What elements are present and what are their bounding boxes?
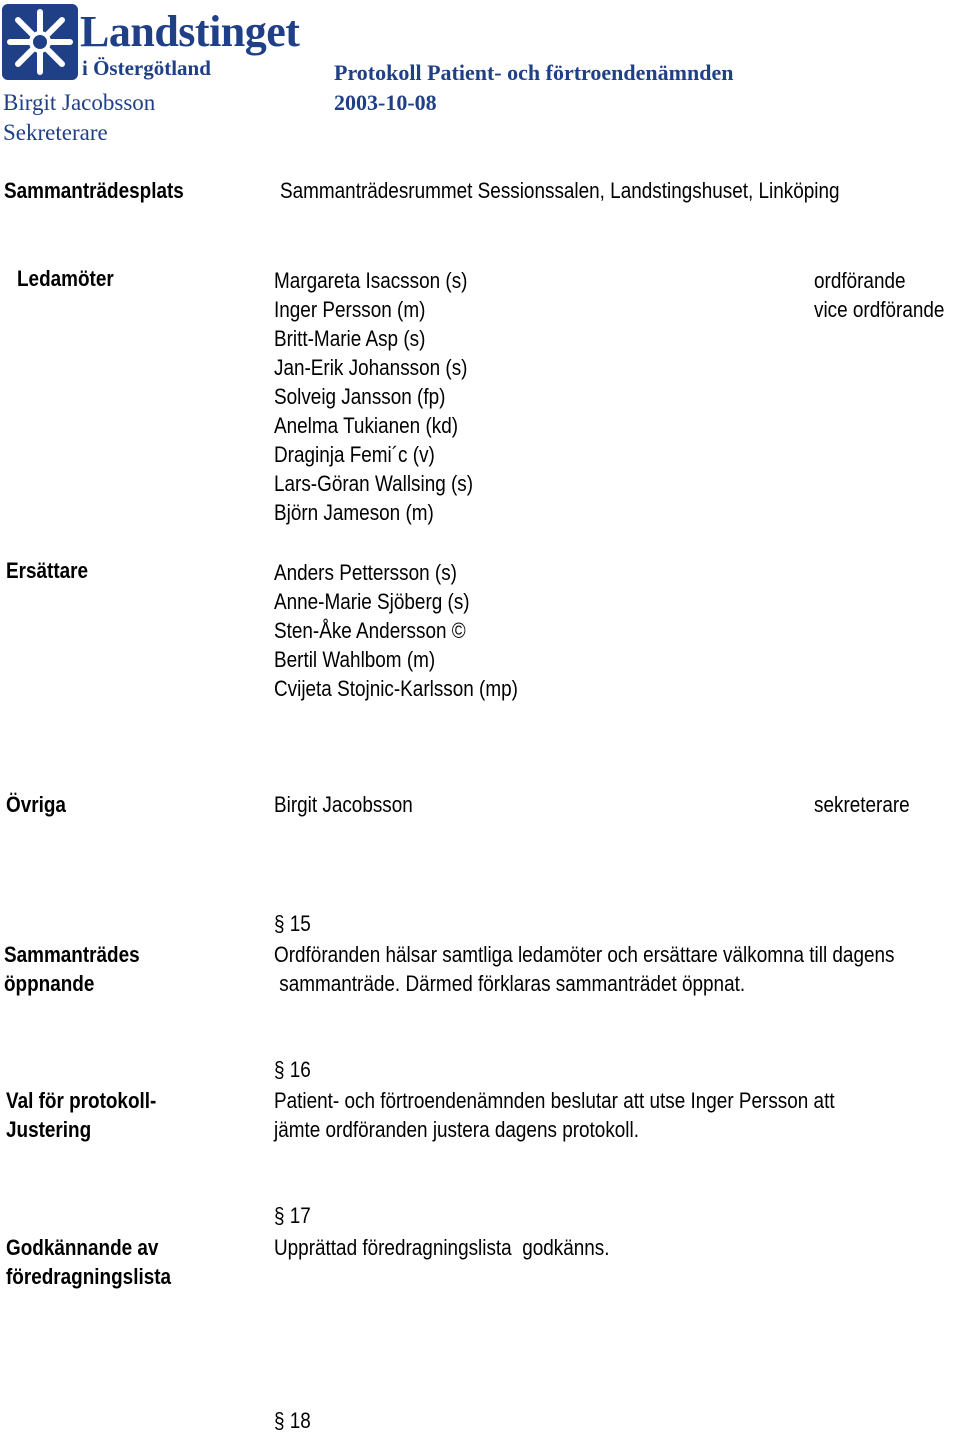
section-text <box>274 1233 664 1262</box>
substitute-name: Anne-Marie Sjöberg (s) <box>274 589 470 614</box>
snowflake-emblem-icon <box>2 4 78 80</box>
member-name: Margareta Isacsson (s) <box>274 268 468 293</box>
substitute-name: Sten-Åke Andersson © <box>274 618 466 643</box>
member-roles <box>814 266 960 324</box>
member-name: Lars-Göran Wallsing (s) <box>274 471 474 496</box>
section-label-line: Justering <box>6 1117 92 1142</box>
section-number: § 17 <box>274 1203 311 1228</box>
section-text-line: Ordföranden hälsar samtliga ledamöter och ersättare välkomna till dagens <box>274 942 895 967</box>
member-name: Anelma Tukianen (kd) <box>274 413 459 438</box>
author-role: Sekreterare <box>3 120 108 145</box>
members-list <box>274 266 505 527</box>
others-label: Övriga <box>6 792 66 817</box>
member-name: Draginja Femi´c (v) <box>274 442 435 467</box>
member-role: ordförande <box>814 268 906 293</box>
section-label-line: föredragningslista <box>6 1264 172 1289</box>
logo-wordmark: Landstinget <box>80 7 300 56</box>
section-text <box>274 940 960 998</box>
member-name: Björn Jameson (m) <box>274 500 434 525</box>
section-number: § 15 <box>274 911 311 936</box>
author-name: Birgit Jacobsson <box>3 90 156 115</box>
members-label: Ledamöter <box>17 266 114 291</box>
section-text-line: Patient- och förtroendenämnden beslutar att utse Inger Persson att <box>274 1088 835 1113</box>
venue-value: Sammanträdesrummet Sessionssalen, Landstingshuset, Linköping <box>280 178 840 203</box>
landstinget-logo <box>0 0 330 88</box>
section-text-line: sammanträde. Därmed förklaras sammanträdet öppnat. <box>274 971 746 996</box>
section-text <box>274 1086 926 1144</box>
section-text-line: Upprättad föredragningslista godkänns. <box>274 1235 610 1260</box>
venue-label: Sammanträdesplats <box>4 178 184 203</box>
section-number: § 16 <box>274 1057 311 1082</box>
section-label <box>6 1086 181 1144</box>
section-label <box>4 940 162 998</box>
member-name: Solveig Jansson (fp) <box>274 384 446 409</box>
others-role: sekreterare <box>814 792 910 817</box>
member-name: Britt-Marie Asp (s) <box>274 326 426 351</box>
section-label-line: öppnande <box>4 971 95 996</box>
substitutes-list <box>274 558 558 703</box>
substitute-name: Cvijeta Stojnic-Karlsson (mp) <box>274 676 518 701</box>
section-label-line: Sammanträdes <box>4 942 140 967</box>
document-title: Protokoll Patient- och förtroendenämnden <box>334 60 734 85</box>
member-role: vice ordförande <box>814 297 945 322</box>
member-name: Inger Persson (m) <box>274 297 426 322</box>
substitutes-label: Ersättare <box>6 558 89 583</box>
substitute-name: Bertil Wahlbom (m) <box>274 647 436 672</box>
section-label-line: Godkännande av <box>6 1235 159 1260</box>
substitute-name: Anders Pettersson (s) <box>274 560 457 585</box>
section-label-line: Val för protokoll- <box>6 1088 157 1113</box>
member-name: Jan-Erik Johansson (s) <box>274 355 468 380</box>
section-number: § 18 <box>274 1408 311 1433</box>
section-text-line: jämte ordföranden justera dagens protokoll. <box>274 1117 639 1142</box>
section-label <box>6 1233 198 1291</box>
logo-subtitle: i Östergötland <box>82 56 211 80</box>
document-date: 2003-10-08 <box>334 90 437 115</box>
others-name: Birgit Jacobsson <box>274 792 413 817</box>
